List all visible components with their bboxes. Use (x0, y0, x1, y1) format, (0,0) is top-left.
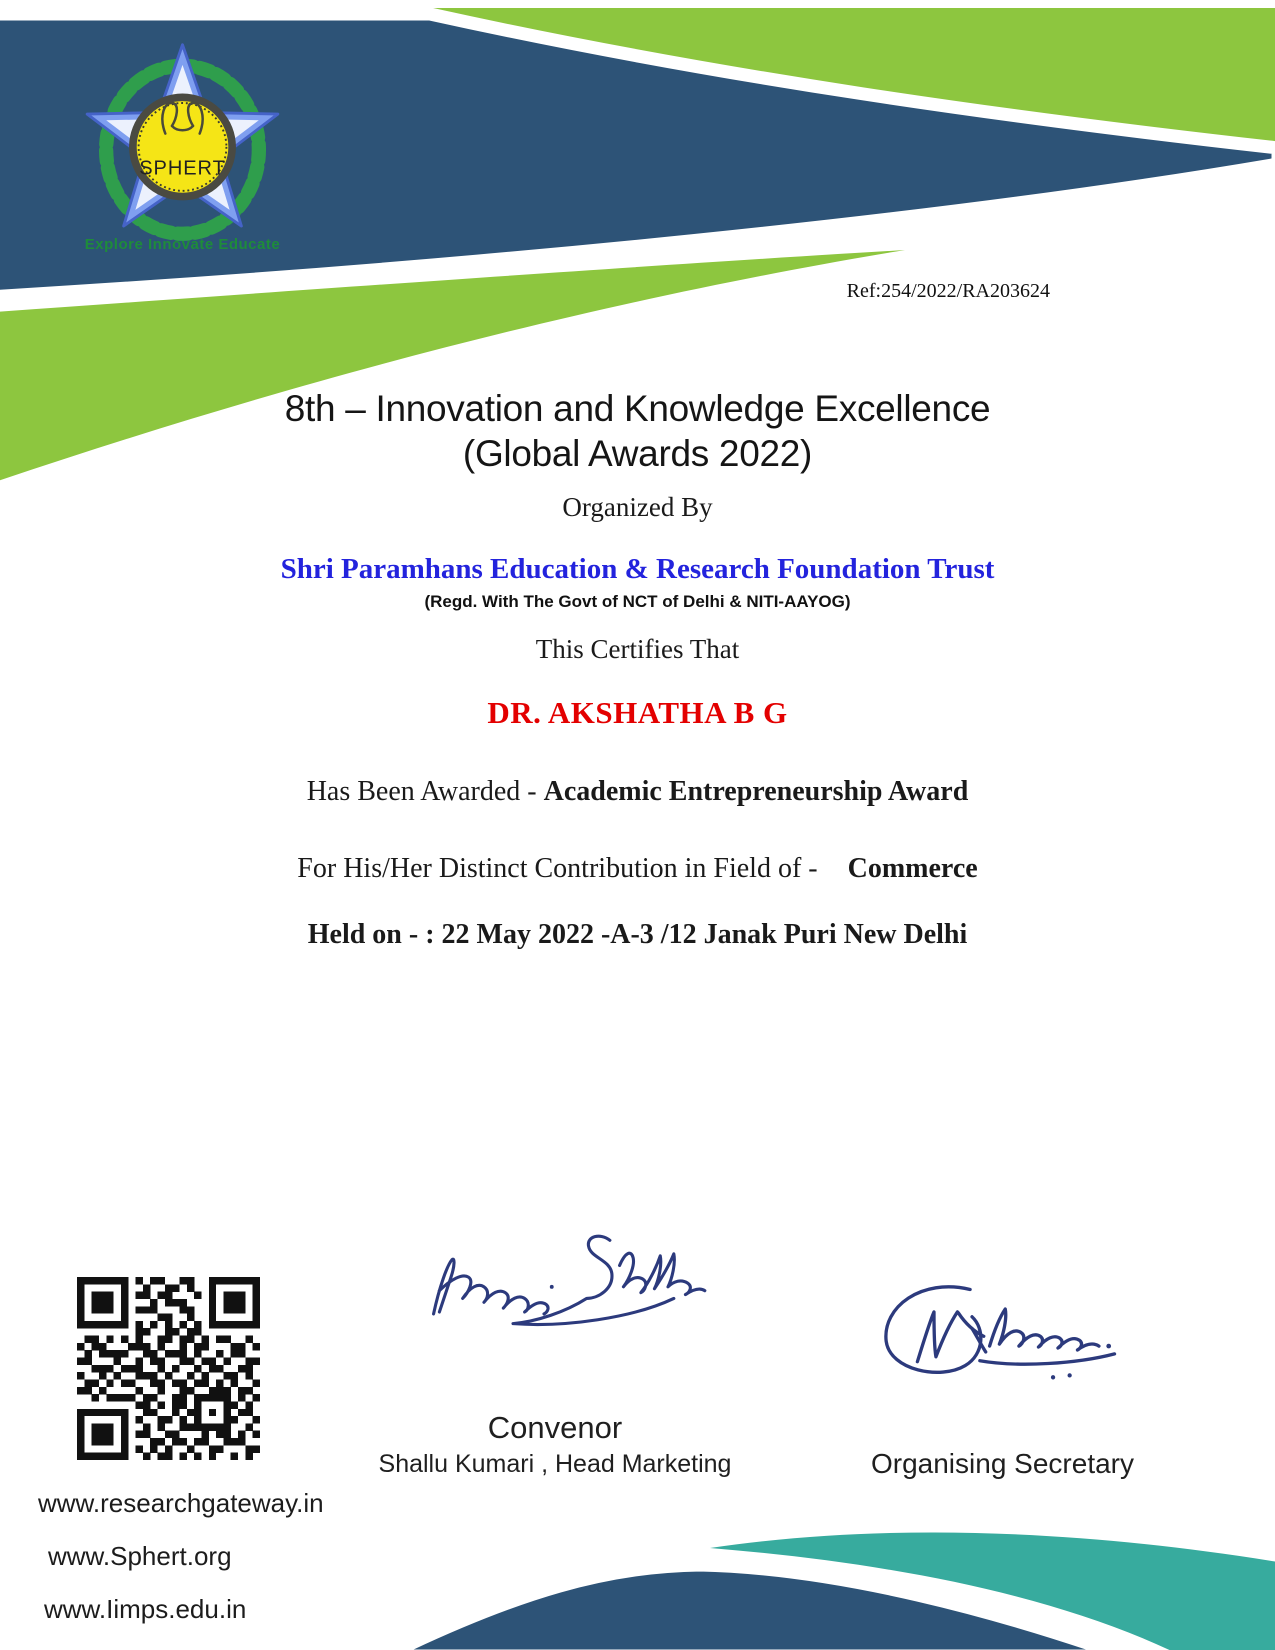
certificate-title (25, 386, 1250, 476)
organized-by-label: Organized By (562, 492, 713, 522)
convenor-signature (420, 1222, 730, 1340)
convenor-name: Shallu Kumari , Head Marketing (378, 1450, 732, 1478)
website-iimps: www.Iimps.edu.in (44, 1594, 247, 1624)
award-prefix: Has Been Awarded - (306, 776, 544, 807)
held-on-line: Held on - : 22 May 2022 -A-3 /12 Janak Puri New Delhi (307, 919, 968, 950)
certifies-label: This Certifies That (535, 634, 740, 664)
qr-code (77, 1277, 260, 1460)
logo-text: SPHERT (139, 157, 226, 180)
website-researchgateway: www.researchgateway.in (38, 1488, 324, 1518)
recipient-name: DR. AKSHATHA B G (487, 695, 788, 730)
logo-tagline: Explore Innovate Educate (84, 236, 281, 253)
convenor-title: Convenor (487, 1410, 623, 1445)
title-line-1: 8th – Innovation and Knowledge Excellence (284, 388, 991, 429)
footer-wave-decoration (0, 1440, 1275, 1650)
registration-note: (Regd. With The Govt of NCT of Delhi & NITI-AAYOG) (424, 592, 851, 611)
field-prefix: For His/Her Distinct Contribution in Field of - (297, 853, 818, 884)
sphert-logo (75, 40, 290, 250)
secretary-signature (852, 1268, 1137, 1390)
award-name: Academic Entrepreneurship Award (543, 776, 969, 807)
reference-number: Ref:254/2022/RA203624 (846, 280, 1050, 302)
website-sphert: www.Sphert.org (48, 1541, 232, 1571)
field-line (25, 853, 1250, 885)
title-line-2: (Global Awards 2022) (462, 433, 813, 474)
field-value: Commerce (847, 853, 978, 884)
secretary-title: Organising Secretary (870, 1448, 1134, 1479)
medallion-ring (133, 97, 232, 196)
award-line (25, 776, 1250, 808)
organization-name: Shri Paramhans Education & Research Foundation Trust (280, 553, 995, 585)
